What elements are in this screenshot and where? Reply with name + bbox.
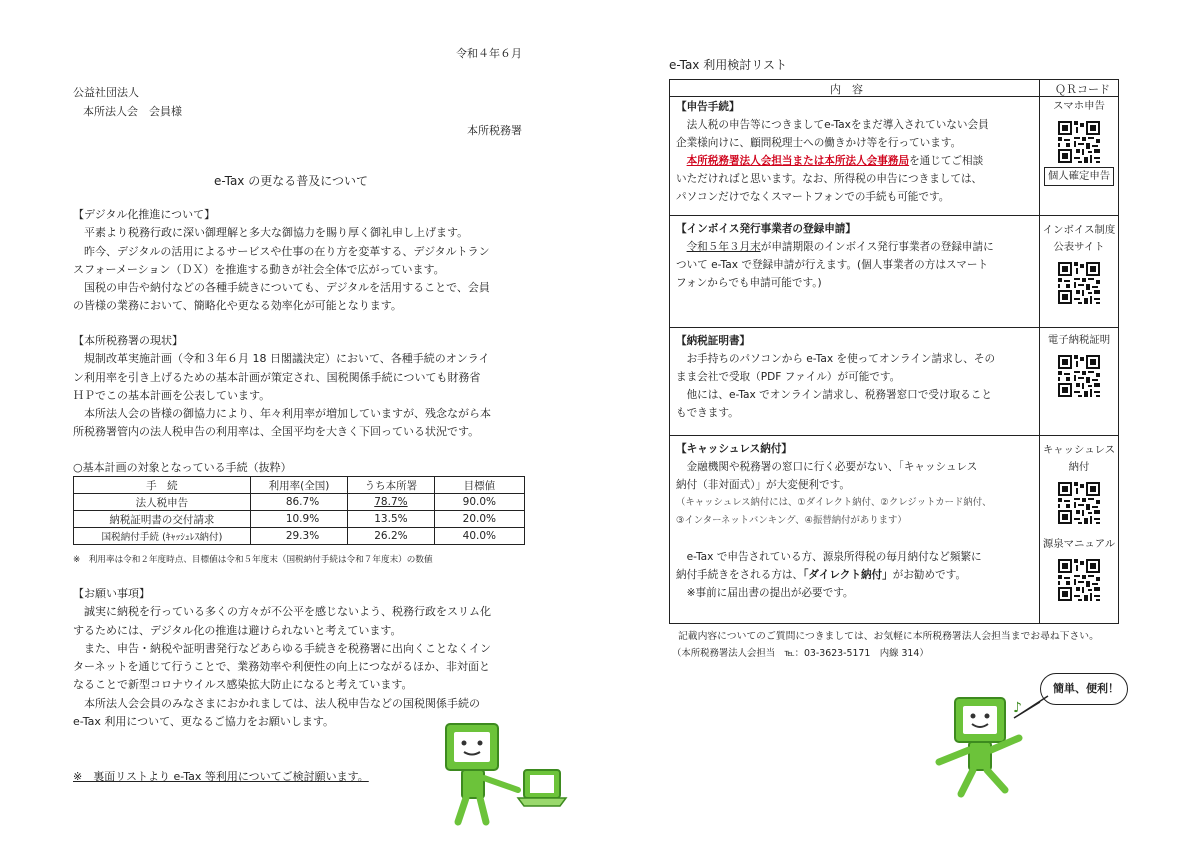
section-title: 【キャッシュレス納付】 — [676, 443, 793, 455]
section-line — [676, 152, 1034, 170]
paragraph-line: 規制改革実施計画（令和３年６月 18 日閣議決定）において、各種手続のオンライ — [73, 352, 490, 366]
qr-label: インボイス制度 — [1042, 224, 1116, 236]
section-request — [73, 585, 543, 731]
qr-cell-cashless — [1040, 442, 1118, 601]
speech-bubble-text: 簡単、便利！ — [1053, 682, 1119, 695]
qr-code-electronic-certificate[interactable] — [1058, 355, 1100, 397]
table-row — [74, 528, 525, 545]
qr-code-withholding-manual[interactable] — [1058, 559, 1100, 601]
contact-highlight: 本所税務署法人会担当または本所法人会事務局 — [686, 155, 910, 167]
section-line: もできます。 — [676, 407, 739, 419]
section-line: ついて e-Tax で登録申請が行えます。(個人事業者の方はスマート — [676, 259, 989, 271]
sender: 本所税務署 — [467, 124, 522, 137]
paragraph-line: スフォーメーション（ＤＸ）を推進する動きが社会全体で広がっています。 — [73, 262, 445, 276]
section-line: パソコンだけでなくスマートフォンでの手続も可能です。 — [676, 191, 950, 203]
section-heading: 【本所税務署の現状】 — [73, 334, 183, 347]
qr-cell-invoice — [1040, 222, 1118, 304]
section-line: e-Tax で申告されている方、源泉所得税の毎月納付など頻繁に — [676, 551, 982, 563]
mascot-illustration — [925, 690, 1035, 800]
section-text: がお勧めです。 — [892, 569, 967, 581]
section-heading: 【お願い事項】 — [73, 587, 150, 600]
paragraph-line: 所税務署管内の法人税申告の利用率は、全国平均を大きく下回っている状況です。 — [73, 425, 480, 439]
paragraph-line: 昨今、デジタルの活用によるサービスや仕事の在り方を変革する、デジタルトラン — [73, 244, 490, 258]
paragraph-line: するためには、デジタル化の推進は避けられないと考えています。 — [73, 623, 402, 637]
section-line: フォンからでも申請可能です。) — [676, 277, 822, 289]
list-title: e-Tax 利用検討リスト — [669, 58, 787, 72]
qr-label: スマホ申告 — [1053, 100, 1105, 112]
qr-label: キャッシュレス — [1042, 444, 1116, 456]
paragraph-line: 平素より税務行政に深い御理解と多大な御協力を賜り厚く御礼申し上げます。 — [73, 226, 469, 240]
section-cashless — [676, 440, 1034, 602]
qr-label: 源泉マニュアル — [1042, 538, 1116, 550]
table-header: 手 続 — [74, 477, 251, 494]
table-cell: 20.0% — [434, 511, 524, 528]
section-line — [676, 566, 1034, 584]
section-line: 納付（非対面式）」が大変便利です。 — [676, 479, 850, 491]
section-filing — [676, 98, 1034, 206]
section-title: 【申告手続】 — [676, 101, 740, 113]
row-divider — [670, 215, 1118, 216]
qr-code-invoice-site[interactable] — [1058, 262, 1100, 304]
svg-text:♪: ♪ — [1013, 700, 1022, 716]
table-header: うち本所署 — [348, 477, 435, 494]
section-text: が申請期限のインボイス発行事業者の登録申請に — [760, 241, 994, 253]
footer-note: ※ 裏面リストより e-Tax 等利用についてご検討願います。 — [73, 770, 369, 783]
section-note: ③インターネットバンキング、④振替納付があります） — [676, 515, 907, 526]
row-divider — [670, 327, 1118, 328]
paragraph-line: e-Tax 利用について、更なるご協力をお願いします。 — [73, 715, 335, 729]
section-tax-certificate — [676, 332, 1034, 422]
table-row — [74, 511, 525, 528]
table-cell: 納税証明書の交付請求 — [74, 511, 251, 528]
table-caption: ○基本計画の対象となっている手続（抜粋） — [73, 461, 292, 474]
table-header: 利用率(全国) — [250, 477, 347, 494]
table-header: 目標値 — [434, 477, 524, 494]
section-note: （キャッシュレス納付には、①ダイレクト納付、②クレジットカード納付、 — [676, 497, 992, 508]
table-cell: 10.9% — [250, 511, 347, 528]
table-cell: 40.0% — [434, 528, 524, 545]
paragraph-line: 本所法人会会員のみなさまにおかれましては、法人税申告などの国税関係手続の — [73, 696, 480, 710]
qr-cell-filing — [1040, 98, 1118, 186]
col-content-header: 内 容 — [830, 83, 863, 96]
letter-title: e-Tax の更なる普及について — [214, 174, 368, 188]
paragraph-line: ＨＰでこの基本計画を公表しています。 — [73, 388, 271, 402]
table-cell: 86.7% — [250, 494, 347, 511]
list-footer-contact: （本所税務署法人会担当 ℡：03-3623-5171 内線 314） — [672, 648, 929, 659]
letter-date: 令和４年６月 — [456, 47, 522, 60]
col-qr-header: ＱＲコード — [1055, 83, 1110, 96]
section-invoice — [676, 220, 1034, 292]
qr-cell-certificate — [1040, 332, 1118, 397]
paragraph-line: ターネットを通じて行うことで、業務効率や利便性の向上につながるほか、非対面と — [73, 660, 491, 674]
qr-code-smartphone-filing[interactable] — [1058, 121, 1100, 163]
deadline-highlight: 令和５年３月末 — [686, 241, 761, 253]
section-line: 金融機関や税務署の窓口に行く必要がない、「キャッシュレス — [676, 461, 978, 473]
section-line: まま会社で受取（PDF ファイル）が可能です。 — [676, 371, 901, 383]
paragraph-line: の皆様の業務において、簡略化や更なる効率化が可能となります。 — [73, 299, 402, 313]
paragraph-line: 国税の申告や納付などの各種手続きについても、デジタルを活用することで、会員 — [73, 281, 490, 295]
qr-label: 納付 — [1068, 461, 1090, 473]
section-line: お手持ちのパソコンから e-Tax を使ってオンライン請求し、その — [676, 353, 996, 365]
paragraph-line: なることで新型コロナウイルス感染拡大防止になると考えています。 — [73, 678, 413, 692]
section-status — [73, 332, 543, 442]
table-cell — [348, 494, 435, 511]
spacer — [676, 530, 1034, 548]
section-line: 他には、e-Tax でオンライン請求し、税務署窓口で受け取ること — [676, 389, 992, 401]
highlight-value: 78.7% — [374, 496, 408, 508]
recipient: 本所法人会 会員様 — [83, 105, 182, 118]
etax-checklist — [669, 79, 1119, 624]
section-title: 【納税証明書】 — [676, 335, 751, 347]
list-header — [670, 80, 1118, 97]
section-line: 企業様向けに、顧問税理士への働きかけ等を行っています。 — [676, 137, 962, 149]
qr-label: 電子納税証明 — [1047, 334, 1111, 346]
section-title: 【インボイス発行事業者の登録申請】 — [676, 223, 856, 235]
table-cell: 26.2% — [348, 528, 435, 545]
table-cell: 90.0% — [434, 494, 524, 511]
section-line: ※事前に届出書の提出が必要です。 — [676, 587, 854, 599]
paragraph-line: 誠実に納税を行っている多くの方々が不公平を感じないよう、税務行政をスリム化 — [73, 605, 491, 619]
section-digital — [73, 206, 543, 316]
table-note: ※ 利用率は令和２年度時点、目標値は令和５年度末（国税納付手続は令和７年度末）の数値 — [73, 555, 433, 565]
list-footer-inquiry: 記載内容についてのご質問につきましては、お気軽に本所税務署法人会担当までお尋ね下さい。 — [678, 631, 1099, 642]
paragraph-line: 本所法人会の皆様の御協力により、年々利用率が増加していますが、残念ながら本 — [73, 407, 491, 421]
section-heading: 【デジタル化推進について】 — [73, 208, 216, 221]
table-cell: 29.3% — [250, 528, 347, 545]
table-cell: 法人税申告 — [74, 494, 251, 511]
recipient-org: 公益社団法人 — [73, 86, 139, 99]
row-divider — [670, 435, 1118, 436]
section-line: 法人税の申告等につきましてe-Taxをまだ導入されていない会員 — [676, 119, 989, 131]
section-line: いただければと思います。なお、所得税の申告につきましては、 — [676, 173, 983, 185]
table-cell: 国税納付手続 (ｷｬｯｼｭﾚｽ納付) — [74, 528, 251, 545]
table-row — [74, 494, 525, 511]
usage-rate-table — [73, 476, 525, 545]
table-cell: 13.5% — [348, 511, 435, 528]
section-line — [676, 238, 1034, 256]
paragraph-line: ン利用率を引き上げるための基本計画が策定され、国税関係手続についても財務省 — [73, 370, 481, 384]
mascot-laptop-illustration — [428, 718, 578, 828]
qr-code-cashless-payment[interactable] — [1058, 482, 1100, 524]
section-text: を通じてご相談 — [909, 155, 984, 167]
section-text: 納付手続きをされる方は、 — [676, 569, 804, 581]
personal-return-label: 個人確定申告 — [1044, 167, 1114, 186]
direct-payment-highlight: 「ダイレクト納付」 — [803, 569, 893, 581]
paragraph-line: また、申告・納税や証明書発行などあらゆる手続きを税務署に出向くことなくイン — [73, 641, 491, 655]
qr-label: 公表サイト — [1053, 241, 1105, 253]
table-header-row — [74, 477, 525, 494]
